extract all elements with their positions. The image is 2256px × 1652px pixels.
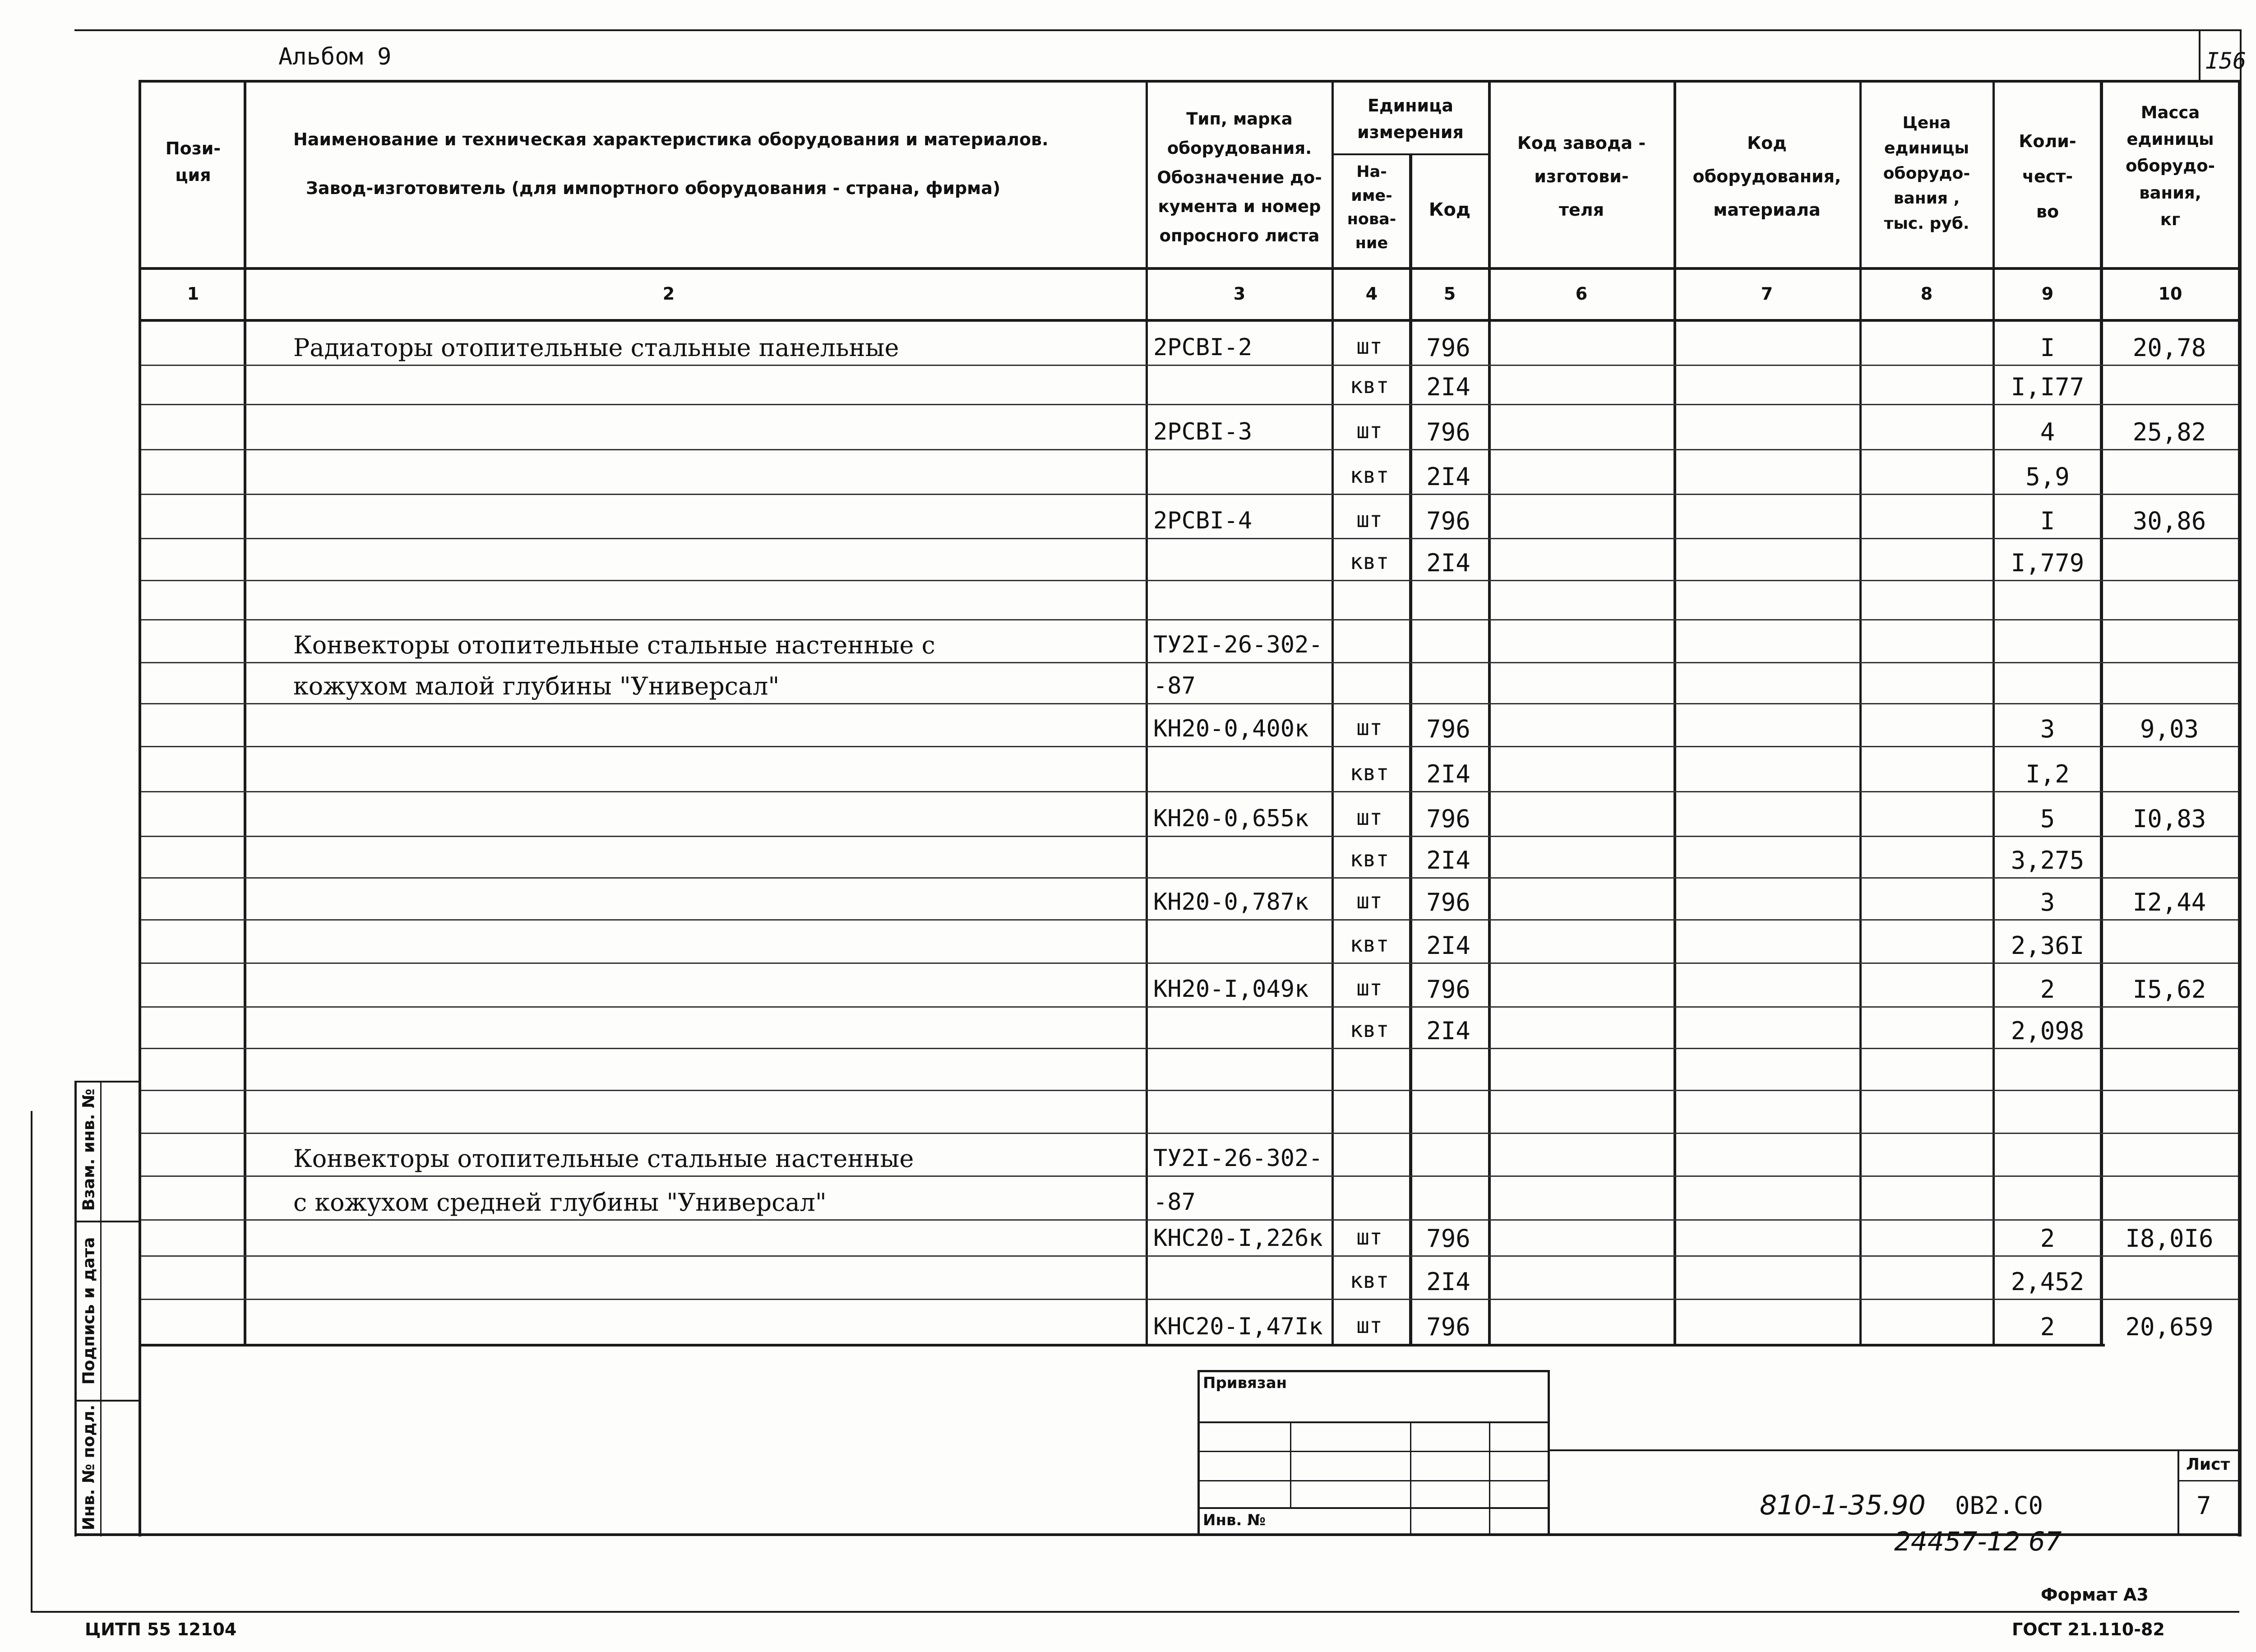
stamp-podpis-label: Подпись и дата [79,1237,98,1385]
col-number-7: 7 [1761,284,1773,304]
privyazan-label: Привязан [1203,1374,1287,1392]
cell-mass: I5,62 [2132,975,2206,1004]
unit-group-header [1357,93,1464,146]
cell-qty: 3,275 [2011,846,2085,875]
cell-qty: I,779 [2011,549,2085,577]
col9-header-line3: во [2036,201,2059,222]
cell-name: Радиаторы отопительные стальные панельные [293,333,899,362]
cell-code: 2I4 [1426,549,1470,577]
row-divider [141,538,2238,539]
col4-header [1347,160,1396,255]
cell-unit: шт [1356,888,1382,914]
cell-unit: квт [1350,463,1389,488]
col3-header-line2: оборудования. [1167,138,1312,158]
col-number-3: 3 [1233,284,1246,304]
row-divider [141,836,2238,837]
cell-name: Конвекторы отопительные стальные настенные [293,1144,914,1173]
cell-unit: квт [1350,549,1389,574]
cell-type: КНС20-I,47Iк [1153,1313,1323,1340]
cell-mass: 25,82 [2132,418,2206,446]
row-divider [141,1006,2238,1008]
cell-unit: шт [1356,805,1382,830]
privyazan-row-line-2 [1197,1451,1550,1452]
left-edge-line [31,1111,32,1611]
cell-qty: I,I77 [2011,373,2085,401]
col1-header-line2: ция [175,165,211,185]
stamp-vzam-label: Взам. инв. № [79,1088,98,1211]
col10-header [2126,99,2215,233]
col-number-6: 6 [1575,284,1588,304]
cell-code: 2I4 [1426,1017,1470,1045]
col5-header: Код [1428,199,1471,220]
row-divider [141,365,2238,366]
cell-type: КН20-0,655к [1153,805,1309,832]
col-divider-5 [1488,80,1491,1347]
cell-unit: квт [1350,373,1389,398]
cell-mass: I0,83 [2132,805,2206,833]
cell-mass: 20,659 [2125,1313,2214,1341]
cell-type: ТУ2I-26-302- [1153,631,1323,658]
stamp-divider-2 [74,1400,140,1402]
cell-code: 2I4 [1426,1268,1470,1296]
sheet-label: Лист [2186,1455,2230,1474]
col-number-4: 4 [1365,284,1378,304]
privyazan-row-line-3 [1197,1480,1550,1481]
cell-name: с кожухом средней глубины "Универсал" [293,1188,827,1217]
col-divider-7 [1859,80,1862,1347]
row-divider [141,619,2238,620]
row-divider [141,1219,2238,1221]
col8-header-line5: тыс. руб. [1884,214,1969,233]
col2-header-line2: Завод-изготовитель (для импортного оборудования - страна, фирма) [306,178,1001,198]
row-divider [141,449,2238,450]
col10-header-line4: вания, [2139,183,2201,203]
title-block-line [1550,1449,2240,1451]
stamp-left-line [74,1081,77,1536]
cell-qty: 2,36I [2011,931,2085,960]
document-mark: 0В2.С0 [1955,1491,2043,1520]
cell-qty: 2,098 [2011,1017,2085,1045]
col10-header-line1: Масса [2140,103,2200,122]
row-divider [141,1090,2238,1091]
table-left-line [139,80,141,1536]
unit-group-line1: Единица [1368,96,1453,116]
col-divider-4 [1409,153,1412,1347]
row-divider [141,1175,2238,1177]
cell-code: 796 [1426,715,1470,743]
row-divider [141,494,2238,495]
col1-header-line1: Пози- [165,139,221,158]
row-divider [141,1048,2238,1049]
cell-qty: 2 [2040,975,2055,1004]
cell-code: 2I4 [1426,931,1470,960]
col-number-9: 9 [2041,284,2054,304]
document-code: 810-1-35.90 [1760,1490,1926,1521]
cell-code: 796 [1426,418,1470,446]
cell-mass: I8,0I6 [2125,1224,2214,1253]
footer-line [31,1611,2239,1613]
cell-code: 796 [1426,1313,1470,1341]
col10-header-line2: единицы [2127,130,2214,149]
col10-header-line3: оборудо- [2126,156,2215,176]
cell-name: Конвекторы отопительные стальные настенные с [293,631,935,659]
col-number-8: 8 [1920,284,1933,304]
cell-code: 796 [1426,805,1470,833]
privyazan-top-line [1197,1370,1550,1372]
privyazan-col-line-3 [1489,1421,1490,1534]
cell-qty: I [2040,507,2055,535]
cell-code: 796 [1426,1224,1470,1253]
cell-qty: 2 [2040,1313,2055,1341]
sheet-number: 7 [2196,1491,2211,1520]
cell-qty: 2 [2040,1224,2055,1253]
col-number-1: 1 [187,284,199,304]
cell-qty: 2,452 [2011,1268,2085,1296]
col9-header [2019,124,2076,230]
col8-header-line3: оборудо- [1883,164,1970,183]
col2-header-line1: Наименование и техническая характеристика оборудования и материалов. [293,130,1049,149]
cell-qty: 3 [2040,715,2055,743]
privyazan-col-line-1 [1290,1421,1291,1507]
cell-type: -87 [1153,1189,1196,1216]
cell-unit: шт [1356,418,1382,444]
col-divider-9 [2100,80,2103,1347]
cell-unit: квт [1350,1017,1389,1042]
col-number-10: 10 [2158,284,2182,304]
col4-header-line1: На- [1356,163,1387,181]
row-divider [141,963,2238,964]
cell-type: ТУ2I-26-302- [1153,1145,1323,1172]
cell-type: КНС20-I,226к [1153,1225,1323,1252]
col6-header-line1: Код завода - [1517,133,1646,153]
cell-unit: квт [1350,760,1389,786]
col8-header [1883,111,1970,236]
table-bottom-line [139,1344,2105,1347]
col3-header-line4: кумента и номер [1158,197,1321,217]
stamp-inv-label: Инв. № подл. [79,1404,98,1531]
col7-header-line1: Код [1747,133,1787,153]
col-divider-1 [244,80,246,1347]
inv-no-label: Инв. № [1203,1511,1266,1529]
row-divider [141,1299,2238,1300]
cell-type: 2РСВI-3 [1153,418,1253,445]
privyazan-left-line [1197,1370,1200,1535]
col-number-2: 2 [662,284,675,304]
footer-left-label: ЦИТП 55 12104 [85,1620,237,1639]
cell-qty: 5 [2040,805,2055,833]
col-divider-8 [1992,80,1995,1347]
stamp-top-line [74,1081,140,1083]
table-right-line [2238,80,2241,1536]
col3-header [1157,105,1322,251]
col8-header-line2: единицы [1884,139,1969,157]
unit-group-line2: измерения [1357,122,1464,142]
col4-header-line4: ние [1355,234,1388,252]
cell-code: 796 [1426,333,1470,362]
handwritten-number: 24457-12 67 [1894,1526,2062,1557]
row-divider [141,404,2238,405]
cell-name: кожухом малой глубины "Универсал" [293,672,780,700]
cell-type: 2РСВI-4 [1153,507,1253,534]
cell-mass: I2,44 [2132,888,2206,916]
row-divider [141,877,2238,879]
cell-unit: квт [1350,1268,1389,1293]
cell-type: -87 [1153,672,1196,699]
cell-qty: 3 [2040,888,2055,916]
cell-qty: I [2040,333,2055,362]
row-divider [141,703,2238,704]
cell-code: 2I4 [1426,846,1470,875]
col4-header-line3: нова- [1347,210,1396,228]
album-label: Альбом 9 [278,43,392,70]
cell-code: 796 [1426,507,1470,535]
gost-label: ГОСТ 21.110-82 [2012,1620,2165,1639]
header-bottom-line [139,267,2241,270]
cell-type: КН20-0,400к [1153,715,1309,742]
row-divider [141,919,2238,921]
row-divider [141,1255,2238,1257]
cell-unit: шт [1356,1313,1382,1338]
cell-qty: I,2 [2025,760,2070,788]
number-row-line [139,319,2241,322]
page-number-divider [2199,29,2201,80]
cell-unit: шт [1356,334,1382,359]
table-top-line [139,80,2241,83]
col4-header-line2: име- [1351,186,1392,205]
col6-header [1517,126,1646,227]
col3-header-line1: Тип, марка [1186,109,1293,129]
cell-type: КН20-I,049к [1153,976,1309,1003]
cell-unit: шт [1356,1225,1382,1250]
cell-code: 2I4 [1426,463,1470,491]
col8-header-line4: вания , [1893,189,1960,208]
cell-type: 2РСВI-2 [1153,334,1253,361]
sheet-label-line [2177,1480,2241,1481]
col10-header-line5: кг [2160,209,2181,229]
cell-unit: шт [1356,507,1382,532]
col1-header [166,135,221,189]
col6-header-line2: изготови- [1534,167,1629,187]
col-divider-2 [1146,80,1148,1347]
cell-mass: 20,78 [2132,333,2206,362]
col-divider-6 [1674,80,1676,1347]
cell-mass: 9,03 [2140,715,2199,743]
col9-header-line2: чест- [2022,166,2073,186]
sheet-divider [2177,1449,2179,1535]
col6-header-line3: теля [1558,200,1604,220]
cell-qty: 4 [2040,418,2055,446]
cell-type: КН20-0,787к [1153,888,1309,916]
cell-code: 2I4 [1426,760,1470,788]
col-divider-3 [1331,80,1334,1347]
top-frame-line [74,29,2240,31]
col7-header-line3: материала [1713,200,1821,220]
cell-unit: квт [1350,847,1389,872]
col8-header-line1: Цена [1902,114,1951,132]
cell-unit: квт [1350,932,1389,957]
cell-code: 796 [1426,975,1470,1004]
cell-code: 2I4 [1426,373,1470,401]
cell-unit: шт [1356,976,1382,1001]
col-number-5: 5 [1443,284,1456,304]
col7-header [1693,126,1841,227]
format-label: Формат А3 [2041,1585,2149,1605]
col3-header-line3: Обозначение до- [1157,167,1322,187]
row-divider [141,746,2238,747]
col3-header-line5: опросного листа [1159,226,1320,245]
row-divider [141,662,2238,663]
privyazan-col-line-2 [1410,1421,1411,1534]
cell-code: 796 [1426,888,1470,916]
row-divider [141,1133,2238,1134]
privyazan-row-line-4 [1197,1507,1550,1509]
cell-qty: 5,9 [2025,463,2070,491]
stamp-inner-line [100,1081,102,1536]
row-divider [141,791,2238,792]
col9-header-line1: Коли- [2019,131,2076,151]
privyazan-right-line [1548,1370,1550,1535]
cell-unit: шт [1356,715,1382,740]
col7-header-line2: оборудования, [1692,167,1841,187]
page-number: I56 [2205,48,2247,74]
stamp-divider-1 [74,1221,140,1222]
cell-mass: 30,86 [2132,507,2206,535]
privyazan-row-line-1 [1197,1421,1550,1423]
row-divider [141,580,2238,581]
